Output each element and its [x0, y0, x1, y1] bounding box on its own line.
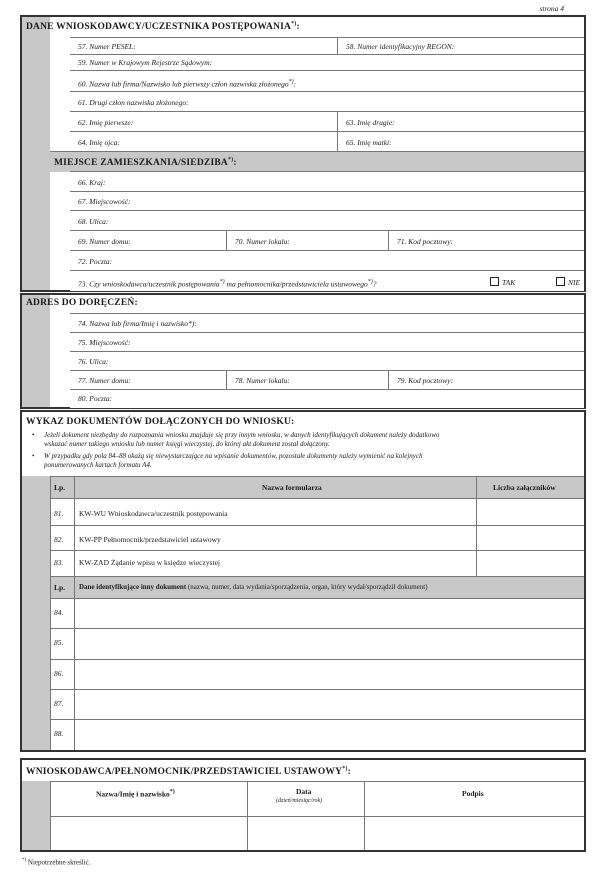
field-73-question [78, 277, 377, 290]
row-61 [70, 91, 584, 112]
field-67-city[interactable]: 67. Miejscowość: [78, 197, 131, 206]
table-line [50, 628, 584, 629]
field-79-postcode[interactable]: 79. Kod pocztowy: [397, 376, 454, 385]
page-number: strona 4 [539, 4, 564, 13]
field-73-text-b: ma pełnomocnika/przedstawiciela ustawowego [224, 279, 368, 289]
gray-margin [22, 17, 50, 290]
footnote-marker: *) [288, 79, 294, 85]
col-lp: Lp. [54, 483, 66, 492]
field-75-city[interactable]: 75. Miejscowość: [78, 338, 131, 347]
field-57-pesel[interactable]: 57. Numer PESEL: [78, 42, 136, 51]
bullet-icon: • [32, 431, 35, 439]
footnote [22, 858, 91, 866]
field-74-name[interactable]: 74. Nazwa lub firma/Imię i nazwisko*): [78, 319, 197, 328]
table-line [50, 476, 584, 477]
footnote-text: Niepotrzebne skreślić. [27, 858, 91, 867]
row-87-lp[interactable]: 87. [54, 699, 64, 708]
note-1-line-1: Jeżeli dokument niezbędny do rozpoznania wniosku znajduje się przy innym wniosku, w danych identyfikujących dokument należy dodatkowo [44, 431, 440, 439]
applicant-title-text: DANE WNIOSKODAWCY/UCZESTNIKA POSTĘPOWANIA [26, 22, 292, 33]
col-other-rest: (nazwa, numer, data wydania/sporządzenia, organ, który wydał/sporządził dokument) [186, 583, 428, 591]
col-signature: Podpis [462, 789, 484, 798]
footnote-marker: *) [227, 157, 234, 163]
row-73 [70, 270, 584, 291]
checkbox-square-icon [490, 277, 499, 286]
table-line [50, 576, 584, 577]
row-67 [70, 191, 584, 211]
row-57-58 [70, 37, 584, 55]
row-69-71 [70, 230, 584, 251]
footnote-marker: *) [342, 766, 348, 772]
signature-title-text: WNIOSKODAWCA/PEŁNOMOCNIK/PRZEDSTAWICIEL USTAWOWY [26, 767, 343, 778]
field-79-cell [388, 371, 584, 390]
col-signer-name [96, 789, 175, 799]
applicant-title: DANE WNIOSKODAWCY/UCZESTNIKA POSTĘPOWANIA*): [26, 21, 300, 33]
date-field[interactable] [249, 818, 363, 848]
documents-title: WYKAZ DOKUMENTÓW DOŁĄCZONYCH DO WNIOSKU: [26, 417, 295, 427]
residence-colon: : [233, 158, 237, 169]
residence-title [54, 157, 237, 168]
col-other-bold: Dane identyfikujące inny dokument [79, 583, 187, 591]
col-other-document [79, 583, 428, 591]
row-76 [70, 351, 584, 371]
checkbox-no-label: NIE [568, 278, 581, 287]
field-70-cell [226, 231, 388, 251]
field-78-flat[interactable]: 78. Numer lokalu: [235, 376, 290, 385]
note-1-line-2: wskazać numer takiego wniosku lub numer księgi wieczystej, do której akt dokument został dołączony. [44, 440, 330, 448]
row-72 [70, 250, 584, 271]
note-2 [32, 452, 579, 470]
row-86-lp[interactable]: 86. [54, 669, 64, 678]
residence-header [50, 151, 584, 172]
row-59 [70, 54, 584, 71]
col-date-sub: (dzień/miesiąc/rok) [276, 798, 323, 804]
row-74 [70, 313, 584, 333]
field-65-mother[interactable]: 65. Imię matki: [346, 138, 392, 147]
field-80-post[interactable]: 80. Poczta: [78, 394, 113, 403]
note-2-line-1: W przypadku gdy pola 84–88 okażą się niewystarczające na wpisanie dokumentów, pozostałe dokumenty należy wymienić na kolejnych [44, 452, 423, 460]
field-72-post[interactable]: 72. Poczta: [78, 257, 113, 266]
field-71-postcode[interactable]: 71. Kod pocztowy: [397, 237, 454, 246]
field-69-house[interactable]: 69. Numer domu: [78, 237, 131, 246]
field-64-father[interactable]: 64. Imię ojca: [78, 138, 120, 147]
footnote-marker: *) [291, 21, 297, 27]
field-73-text-a: 73. Czy wnioskodawca/uczestnik postępowania [78, 279, 220, 289]
row-83-name: KW-ZAD Żądanie wpisu w księdze wieczystej [79, 558, 220, 567]
table-line [50, 498, 584, 499]
row-60 [70, 70, 584, 92]
note-2-line-2: ponumerowanych kartach formatu A4. [44, 461, 152, 469]
signature-field[interactable] [366, 818, 584, 848]
note-1 [32, 431, 579, 449]
field-63-cell [337, 112, 584, 132]
row-80 [70, 389, 584, 408]
applicant-section [20, 15, 586, 292]
field-65-cell [337, 132, 584, 152]
table-line [50, 550, 584, 551]
table-line [364, 781, 365, 850]
gray-margin [22, 295, 50, 407]
col-signer-name-text: Nazwa/Imię i nazwisko [96, 789, 170, 799]
row-64-65 [70, 131, 584, 152]
footnote-marker: *) [219, 279, 225, 285]
table-line [50, 781, 584, 782]
row-81-name: KW-WU Wnioskodawca/uczestnik postępowania [79, 509, 228, 518]
signature-section [20, 758, 586, 852]
table-line [476, 476, 477, 576]
row-62-63 [70, 111, 584, 132]
field-60-text: 60. Nazwa lub firma/Nazwisko lub pierwszy człon nazwiska złożonego [78, 79, 289, 89]
col-lp-2: Lp. [54, 583, 66, 592]
table-line [50, 816, 584, 817]
table-line [50, 781, 51, 850]
checkbox-yes-label: TAK [502, 278, 516, 287]
delivery-title: ADRES DO DORĘCZEŃ: [26, 298, 138, 308]
delivery-section [20, 293, 586, 409]
row-66 [70, 171, 584, 192]
table-line [50, 476, 51, 750]
checkbox-no[interactable] [556, 277, 580, 288]
signer-name-field[interactable] [52, 818, 246, 848]
field-63-secondname[interactable]: 63. Imię drugie: [346, 118, 395, 127]
field-60-name[interactable] [78, 77, 296, 90]
documents-section [20, 410, 586, 752]
field-58-cell [337, 38, 584, 55]
signature-margin [22, 781, 50, 850]
row-77-79 [70, 370, 584, 390]
field-78-cell [226, 371, 388, 390]
table-line [247, 781, 248, 850]
table-line [50, 719, 584, 720]
signature-title [26, 766, 351, 777]
col-form-name: Nazwa formularza [262, 483, 322, 492]
field-62-firstname[interactable]: 62. Imię pierwsze: [78, 118, 134, 127]
col-attachments: Liczba załączników [493, 483, 556, 492]
field-58-regon[interactable]: 58. Numer identyfikacyjny REGON: [346, 42, 455, 51]
row-83-lp: 83. [54, 558, 64, 567]
field-66-country[interactable]: 66. Kraj: [78, 178, 106, 187]
row-88-lp[interactable]: 88. [54, 729, 64, 738]
field-60-colon: : [293, 79, 297, 89]
field-71-cell [388, 231, 584, 251]
row-82-name: KW-PP Pełnomocnik/przedstawiciel ustawowy [79, 535, 221, 544]
col-date: Data [296, 787, 312, 796]
table-line [74, 476, 75, 750]
footnote-marker: *) [367, 279, 373, 285]
table-margin [22, 476, 50, 750]
field-61-surname2[interactable]: 61. Drugi człon nazwiska złożonego: [78, 98, 189, 107]
table-line [50, 689, 584, 690]
field-73-text-c: ? [372, 279, 377, 289]
signature-title-colon: : [347, 767, 351, 778]
field-59-krs[interactable]: 59. Numer w Krajowym Rejestrze Sądowym: [78, 58, 213, 67]
field-77-house[interactable]: 77. Numer domu: [78, 376, 131, 385]
table-line [50, 659, 584, 660]
field-76-street[interactable]: 76. Ulica: [78, 357, 109, 366]
footnote-marker: *) [169, 789, 175, 795]
checkbox-square-icon [556, 277, 565, 286]
bullet-icon: • [32, 452, 35, 460]
row-84-lp[interactable]: 84. [54, 608, 64, 617]
table-line [50, 598, 584, 599]
row-75 [70, 332, 584, 352]
field-70-flat[interactable]: 70. Numer lokalu: [235, 237, 290, 246]
row-82-lp: 82. [54, 535, 64, 544]
table-line [50, 525, 584, 526]
row-68 [70, 210, 584, 231]
row-85-lp[interactable]: 85. [54, 638, 64, 647]
residence-title-text: MIEJSCE ZAMIESZKANIA/SIEDZIBA [54, 158, 228, 169]
field-68-street[interactable]: 68. Ulica: [78, 217, 109, 226]
checkbox-yes[interactable] [490, 277, 515, 288]
footnote-marker: *) [22, 858, 27, 863]
row-81-lp: 81. [54, 509, 64, 518]
